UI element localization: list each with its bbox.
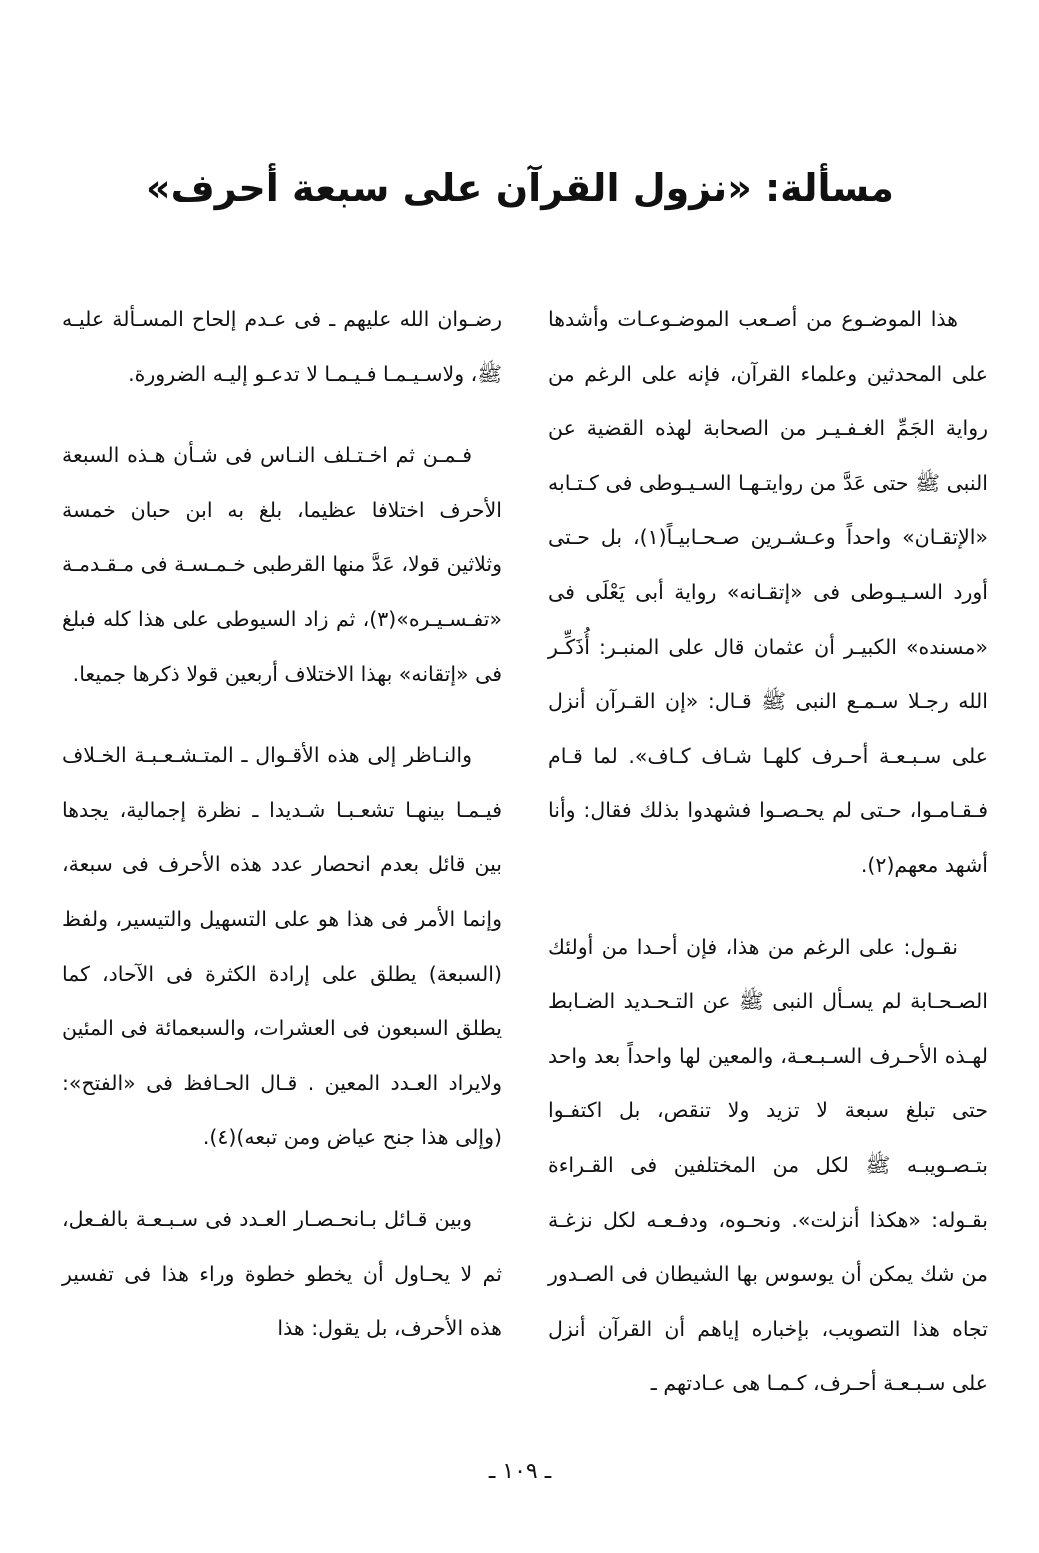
page-title: مسألة: «نزول القرآن على سبعة أحرف» [146,166,894,210]
paragraph: رضـوان الله عليهم ـ فى عـدم إلحاح المسـألة عليـه ﷺ، ولاسـيـمـا فـيـمـا لا تدعـو إليـه الضرورة. [62,307,502,386]
paragraph: فـمـن ثم اخـتـلف النـاس فى شـأن هـذه السبعة الأحرف اختلافا عظيما، بلغ به ابن حبان خمسة وثلاثين قولا، عَدَّ منها القرطبى خـمـسـة فى مـقـدمـة «تفـسـيـره»(٣)، ثم زاد السيوطى على هذا كله فبلغ فى «إتقانه» بهذا الاختلاف أربعين قولا ذكرها جميعا. [62,443,502,686]
paragraph: نقـول: على الرغم من هذا، فإن أحـدا من أولئك الصـحـابة لم يسـأل النبى ﷺ عن التـحـديد الضـابط لهـذه الأحـرف السـبـعـة، والمعين لها واحداً بعد واحد حتى تبلغ سبعة لا تزيد ولا تنقص، بل اكتفـوا بتـصـويبـه ﷺ لكل من المختلفين فى القـراءة بقـوله: «هكذا أنزلت». ونحـوه، ودفـعـه لكل نزغـة من شك يمكن أن يوسوس بها الشيطان فى الصـدور تجاه هذا التصويب، بإخباره إياهم أن القرآن أنزل على سـبـعـة أحـرف، كـمـا هى عـادتهم ـ [548,934,988,1396]
paragraph: هذا الموضـوع من أصـعب الموضـوعـات وأشدها على المحدثين وعلماء القرآن، فإنه على الرغم من رواية الجَمِّ الغـفـيـر من الصحابة لهذه القضية عن النبى ﷺ حتى عَدَّ من روايتـهـا السـيـوطى فى كـتـابه «الإتقـان» واحداً وعـشـرين صـحـابيـاً(١)، بل حـتى أورد السـيـوطى فى «إتقـانه» رواية أبى يَعْلَى فى «مسنده» الكبيـر أن عثمان قال على المنبـر: أُذَكِّـر الله رجـلا سـمـع النبى ﷺ قـال: «إن القـرآن أنزل على سـبـعـة أحـرف كلهـا شـاف كـاف». لما قـام فـقـامـوا، حـتى لم يحـصـوا فشهدوا بذلك فقال: وأنا أشهد معهم(٢). [548,307,988,877]
right-column [548,292,988,1438]
paragraph: والنـاظر إلى هذه الأقـوال ـ المتـشـعـبـة الخـلاف فيـمـا بينهـا تشعـبـا شـديدا ـ نظرة إجمالية، يجدها بين قائل بعدم انحصار عدد هذه الأحرف فى سبعة، وإنما الأمر فى هذا هو على التسهيل والتيسير، ولفظ (السبعة) يطلق على إرادة الكثرة فى الآحاد، كما يطلق السبعون فى العشرات، والسبعمائة فى المئين ولايراد العـدد المعين . قـال الحـافظ فى «الفتح»: (وإلى هذا جنح عياض ومن تبعه)(٤). [62,743,502,1150]
page-number: ـ ١٠٩ ـ [488,1459,552,1484]
paragraph: وبين قـائل بـانحـصـار العـدد فى سـبـعـة بالفـعل، ثم لا يحـاول أن يخطو خطوة وراء هذا فى تفسير هذه الأحرف، بل يقول: هذا [62,1206,502,1341]
left-column [62,292,502,1383]
